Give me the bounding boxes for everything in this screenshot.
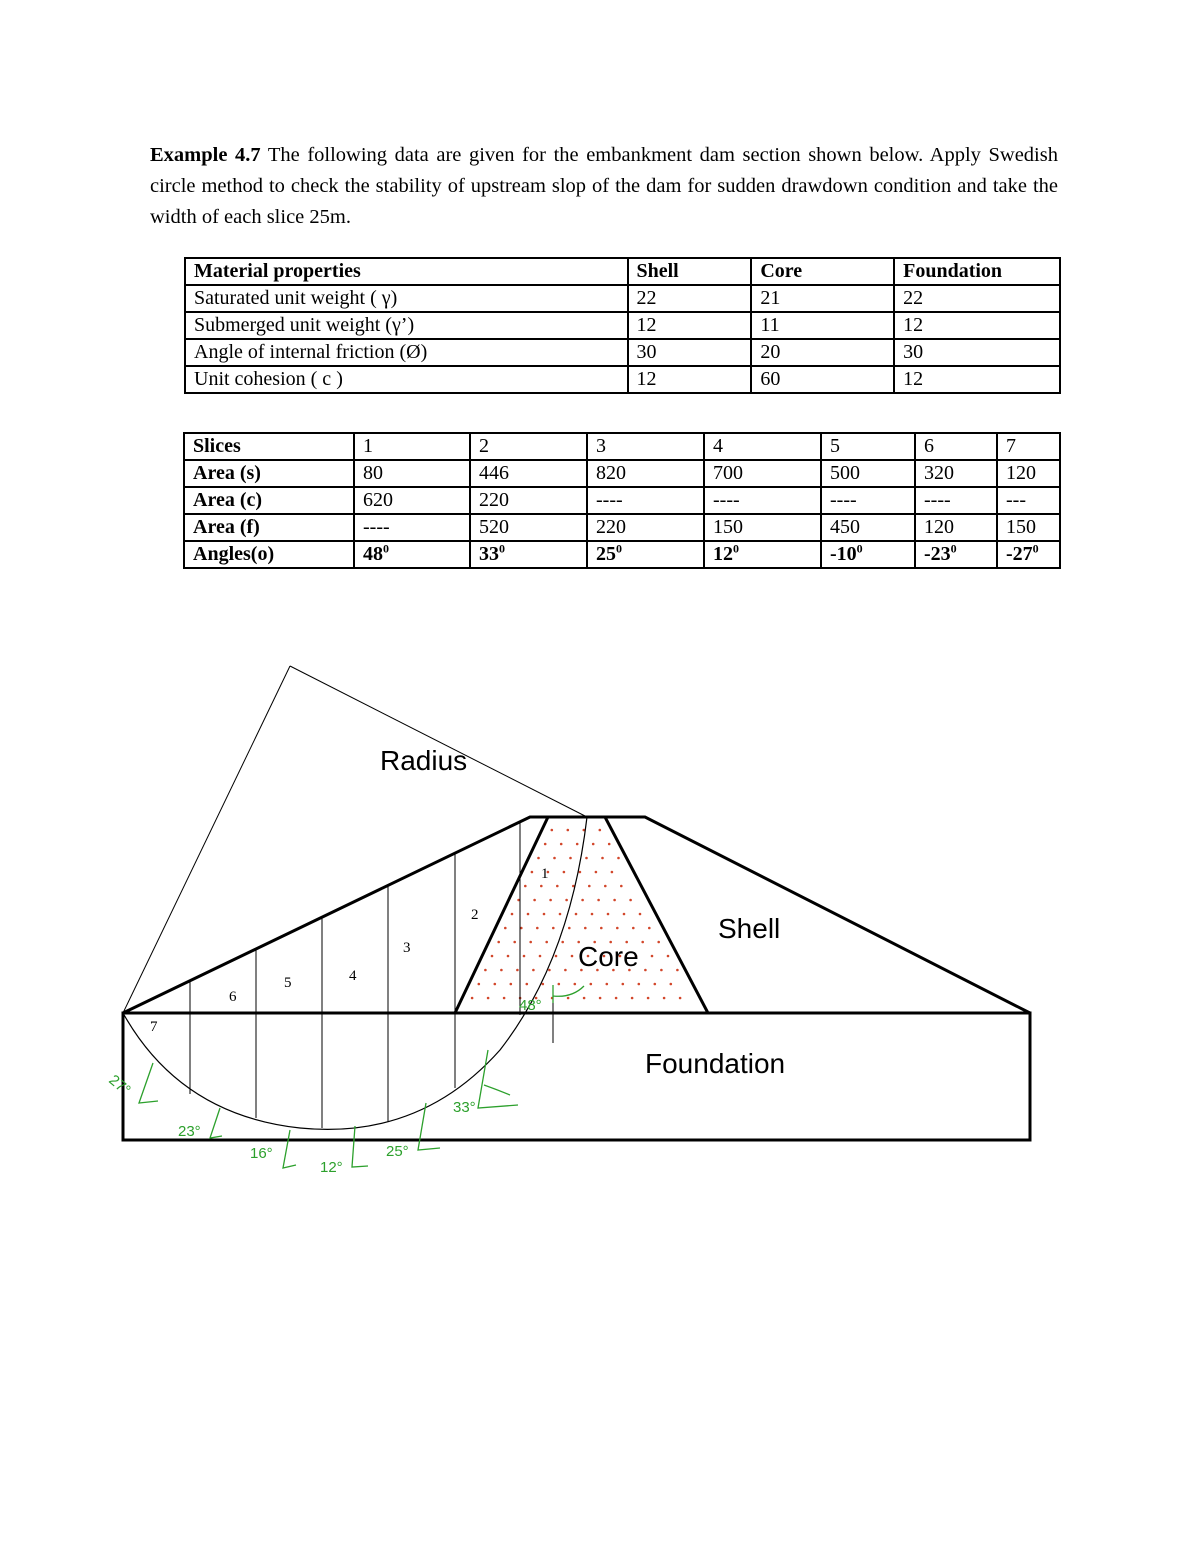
core-dot — [613, 899, 616, 902]
core-dot — [575, 913, 578, 916]
core-dot — [545, 941, 548, 944]
header-cell: Slices — [184, 433, 354, 460]
table-cell: 520 — [470, 514, 587, 541]
material-table-header-row — [185, 258, 1060, 285]
degree-mark: 0 — [950, 541, 957, 556]
table-cell: 120 — [997, 460, 1060, 487]
table-cell: 220 — [470, 487, 587, 514]
core-dot — [504, 927, 507, 930]
core-dot — [574, 983, 577, 986]
angle-label: 23° — [178, 1123, 201, 1140]
core-dot — [484, 969, 487, 972]
foundation-label: Foundation — [645, 1048, 786, 1079]
core-dot — [623, 913, 626, 916]
core-dot — [531, 871, 534, 874]
header-cell: Material properties — [185, 258, 628, 285]
angle-mark-16 — [283, 1130, 296, 1168]
core-dot — [539, 955, 542, 958]
angle-label: 25° — [386, 1143, 409, 1160]
angle-mark-23 — [210, 1108, 222, 1138]
core-dot — [571, 955, 574, 958]
core-dot — [510, 983, 513, 986]
problem-statement — [150, 140, 1058, 233]
core-dot — [540, 885, 543, 888]
core-dot — [592, 843, 595, 846]
core-dot — [648, 927, 651, 930]
property-name: Angle of internal friction (Ø) — [185, 339, 628, 366]
header-cell: 4 — [704, 433, 821, 460]
example-label: Example 4.7 — [150, 144, 261, 166]
core-dot — [500, 969, 503, 972]
table-row — [184, 487, 1060, 514]
property-name: Submerged unit weight (γ’) — [185, 312, 628, 339]
core-dot — [494, 983, 497, 986]
table-cell: 220 — [587, 514, 704, 541]
core-dot — [597, 899, 600, 902]
header-cell: 7 — [997, 433, 1060, 460]
table-cell: 12 — [628, 366, 752, 393]
core-dot — [497, 941, 500, 944]
core-dot — [543, 913, 546, 916]
core-dot — [657, 941, 660, 944]
degree-mark: 0 — [383, 541, 389, 556]
angle-label: 16° — [250, 1145, 273, 1162]
core-label: Core — [578, 941, 639, 972]
slice-number: 7 — [150, 1019, 158, 1035]
degree-mark: 0 — [499, 541, 505, 556]
core-dot — [526, 983, 529, 986]
slice-number: 5 — [284, 975, 292, 991]
core-dot — [568, 927, 571, 930]
core-dot — [552, 927, 555, 930]
core-dot — [608, 843, 611, 846]
table-cell: 150 — [704, 514, 821, 541]
table-cell: 11 — [751, 312, 894, 339]
core-dot — [532, 969, 535, 972]
table-cell: ---- — [915, 487, 997, 514]
property-name: Unit cohesion ( c ) — [185, 366, 628, 393]
core-dot — [471, 997, 474, 1000]
slice-number: 6 — [229, 989, 237, 1005]
table-cell: 30 — [628, 339, 752, 366]
slice-number: 1 — [541, 866, 549, 882]
core-dot — [604, 885, 607, 888]
core-dot — [563, 871, 566, 874]
core-dot — [679, 997, 682, 1000]
angle-cell — [470, 541, 587, 568]
core-dot — [579, 871, 582, 874]
core-dot — [644, 969, 647, 972]
dam-section-figure — [0, 640, 1200, 1200]
core-dot — [569, 857, 572, 860]
header-cell: 2 — [470, 433, 587, 460]
core-dot — [606, 983, 609, 986]
angle-cell — [997, 541, 1060, 568]
core-dot — [503, 997, 506, 1000]
core-dot — [676, 969, 679, 972]
material-properties-table — [184, 257, 1061, 394]
table-cell: 450 — [821, 514, 915, 541]
angle-cell — [821, 541, 915, 568]
core-dot — [651, 955, 654, 958]
core-dot — [536, 927, 539, 930]
table-cell: --- — [997, 487, 1060, 514]
angle-mark-48 — [553, 985, 584, 1003]
core-dot — [558, 983, 561, 986]
shell-label: Shell — [718, 913, 781, 944]
table-row — [185, 366, 1060, 393]
core-dot — [567, 997, 570, 1000]
core-dot — [620, 885, 623, 888]
core-dot — [599, 829, 602, 832]
radius-line — [123, 666, 290, 1013]
core-dot — [601, 857, 604, 860]
core-dot — [663, 997, 666, 1000]
core-dot — [487, 997, 490, 1000]
core-dot — [639, 913, 642, 916]
table-cell: 30 — [894, 339, 1060, 366]
angle-cell — [915, 541, 997, 568]
degree-mark: 0 — [1032, 541, 1039, 556]
core-dot — [491, 955, 494, 958]
core-dot — [607, 913, 610, 916]
core-dot — [667, 955, 670, 958]
core-dot — [638, 983, 641, 986]
core-dot — [478, 983, 481, 986]
angle-value: 25 — [596, 543, 616, 565]
core-dot — [507, 955, 510, 958]
header-cell: 6 — [915, 433, 997, 460]
core-dot — [631, 997, 634, 1000]
row-label: Area (s) — [184, 460, 354, 487]
core-dot — [599, 997, 602, 1000]
slice-table-header-row — [184, 433, 1060, 460]
angle-label: 27° — [105, 1071, 134, 1100]
core-dot — [647, 997, 650, 1000]
table-cell: 12 — [894, 312, 1060, 339]
core-dot — [590, 983, 593, 986]
table-cell: 21 — [751, 285, 894, 312]
angle-label: 12° — [320, 1159, 343, 1176]
table-cell: 22 — [628, 285, 752, 312]
table-row — [185, 312, 1060, 339]
core-dot — [513, 941, 516, 944]
core-dot — [529, 941, 532, 944]
header-cell: 1 — [354, 433, 470, 460]
core-dot — [544, 843, 547, 846]
row-label: Angles(o) — [184, 541, 354, 568]
core-dot — [567, 829, 570, 832]
radius-line — [290, 666, 587, 817]
core-dot — [670, 983, 673, 986]
table-cell: 80 — [354, 460, 470, 487]
core-dot — [523, 955, 526, 958]
table-cell: ---- — [821, 487, 915, 514]
header-cell: Foundation — [894, 258, 1060, 285]
core-dot — [556, 885, 559, 888]
table-row — [184, 460, 1060, 487]
core-dot — [632, 927, 635, 930]
core-dot — [548, 969, 551, 972]
table-cell: 22 — [894, 285, 1060, 312]
core-dot — [524, 885, 527, 888]
radius-label: Radius — [380, 745, 468, 776]
slice-number: 2 — [471, 907, 479, 923]
core-dot — [560, 843, 563, 846]
table-cell: 500 — [821, 460, 915, 487]
degree-mark: 0 — [733, 541, 739, 556]
angle-value: -10 — [830, 543, 857, 565]
core-dot — [555, 955, 558, 958]
row-label: Area (f) — [184, 514, 354, 541]
core-dot — [551, 829, 554, 832]
angle-mark-27 — [139, 1063, 158, 1103]
core-dot — [581, 899, 584, 902]
table-cell: 700 — [704, 460, 821, 487]
core-dot — [585, 857, 588, 860]
core-dot — [615, 997, 618, 1000]
core-dot — [565, 899, 568, 902]
table-row — [184, 514, 1060, 541]
property-name: Saturated unit weight ( γ) — [185, 285, 628, 312]
slice-number: 4 — [349, 968, 357, 984]
core-dot — [660, 969, 663, 972]
angle-cell — [587, 541, 704, 568]
table-row — [185, 339, 1060, 366]
core-dot — [611, 871, 614, 874]
table-cell: ---- — [354, 514, 470, 541]
angle-cell — [354, 541, 470, 568]
table-cell: 820 — [587, 460, 704, 487]
core-dot — [564, 969, 567, 972]
table-cell: ---- — [704, 487, 821, 514]
table-cell: 150 — [997, 514, 1060, 541]
core-dot — [516, 969, 519, 972]
core-dot — [654, 983, 657, 986]
table-cell: 20 — [751, 339, 894, 366]
core-dot — [616, 927, 619, 930]
core-dot — [617, 857, 620, 860]
table-cell: 320 — [915, 460, 997, 487]
core-dot — [561, 941, 564, 944]
angle-value: 12 — [713, 543, 733, 565]
core-dot — [588, 885, 591, 888]
core-dot — [576, 843, 579, 846]
angle-mark-33 — [478, 1050, 518, 1108]
core-dot — [583, 997, 586, 1000]
core-dot — [559, 913, 562, 916]
core-dot — [641, 941, 644, 944]
angle-label: 48° — [519, 997, 542, 1014]
table-cell: 620 — [354, 487, 470, 514]
table-cell: 12 — [894, 366, 1060, 393]
table-cell: 60 — [751, 366, 894, 393]
core-dot — [549, 899, 552, 902]
table-cell: ---- — [587, 487, 704, 514]
angle-value: 33 — [479, 543, 499, 565]
header-cell: 5 — [821, 433, 915, 460]
core-dot — [533, 899, 536, 902]
slice-number: 3 — [403, 940, 411, 956]
core-dot — [600, 927, 603, 930]
problem-text: The following data are given for the embankment dam section shown below. Apply Swedish circle method to check the stability of upstream slop of the dam for sudden drawdown condition and take the width of each slice 25m. — [150, 144, 1058, 228]
core-dot — [591, 913, 594, 916]
header-cell: Shell — [628, 258, 752, 285]
angle-value: 48 — [363, 543, 383, 565]
table-row — [185, 285, 1060, 312]
core-dot — [622, 983, 625, 986]
core-dot — [527, 913, 530, 916]
degree-mark: 0 — [856, 541, 863, 556]
core-dot — [511, 913, 514, 916]
core-dot — [584, 927, 587, 930]
table-cell: 12 — [628, 312, 752, 339]
header-cell: Core — [751, 258, 894, 285]
row-label: Area (c) — [184, 487, 354, 514]
degree-mark: 0 — [616, 541, 622, 556]
angle-cell — [704, 541, 821, 568]
angle-label: 33° — [453, 1099, 476, 1116]
slice-data-table — [183, 432, 1061, 569]
core-dot — [629, 899, 632, 902]
core-dot — [537, 857, 540, 860]
core-dot — [595, 871, 598, 874]
angles-row — [184, 541, 1060, 568]
angle-mark-12 — [352, 1126, 368, 1167]
header-cell: 3 — [587, 433, 704, 460]
angle-value: -23 — [924, 543, 951, 565]
angle-value: -27 — [1006, 543, 1033, 565]
table-cell: 120 — [915, 514, 997, 541]
table-cell: 446 — [470, 460, 587, 487]
core-dot — [553, 857, 556, 860]
